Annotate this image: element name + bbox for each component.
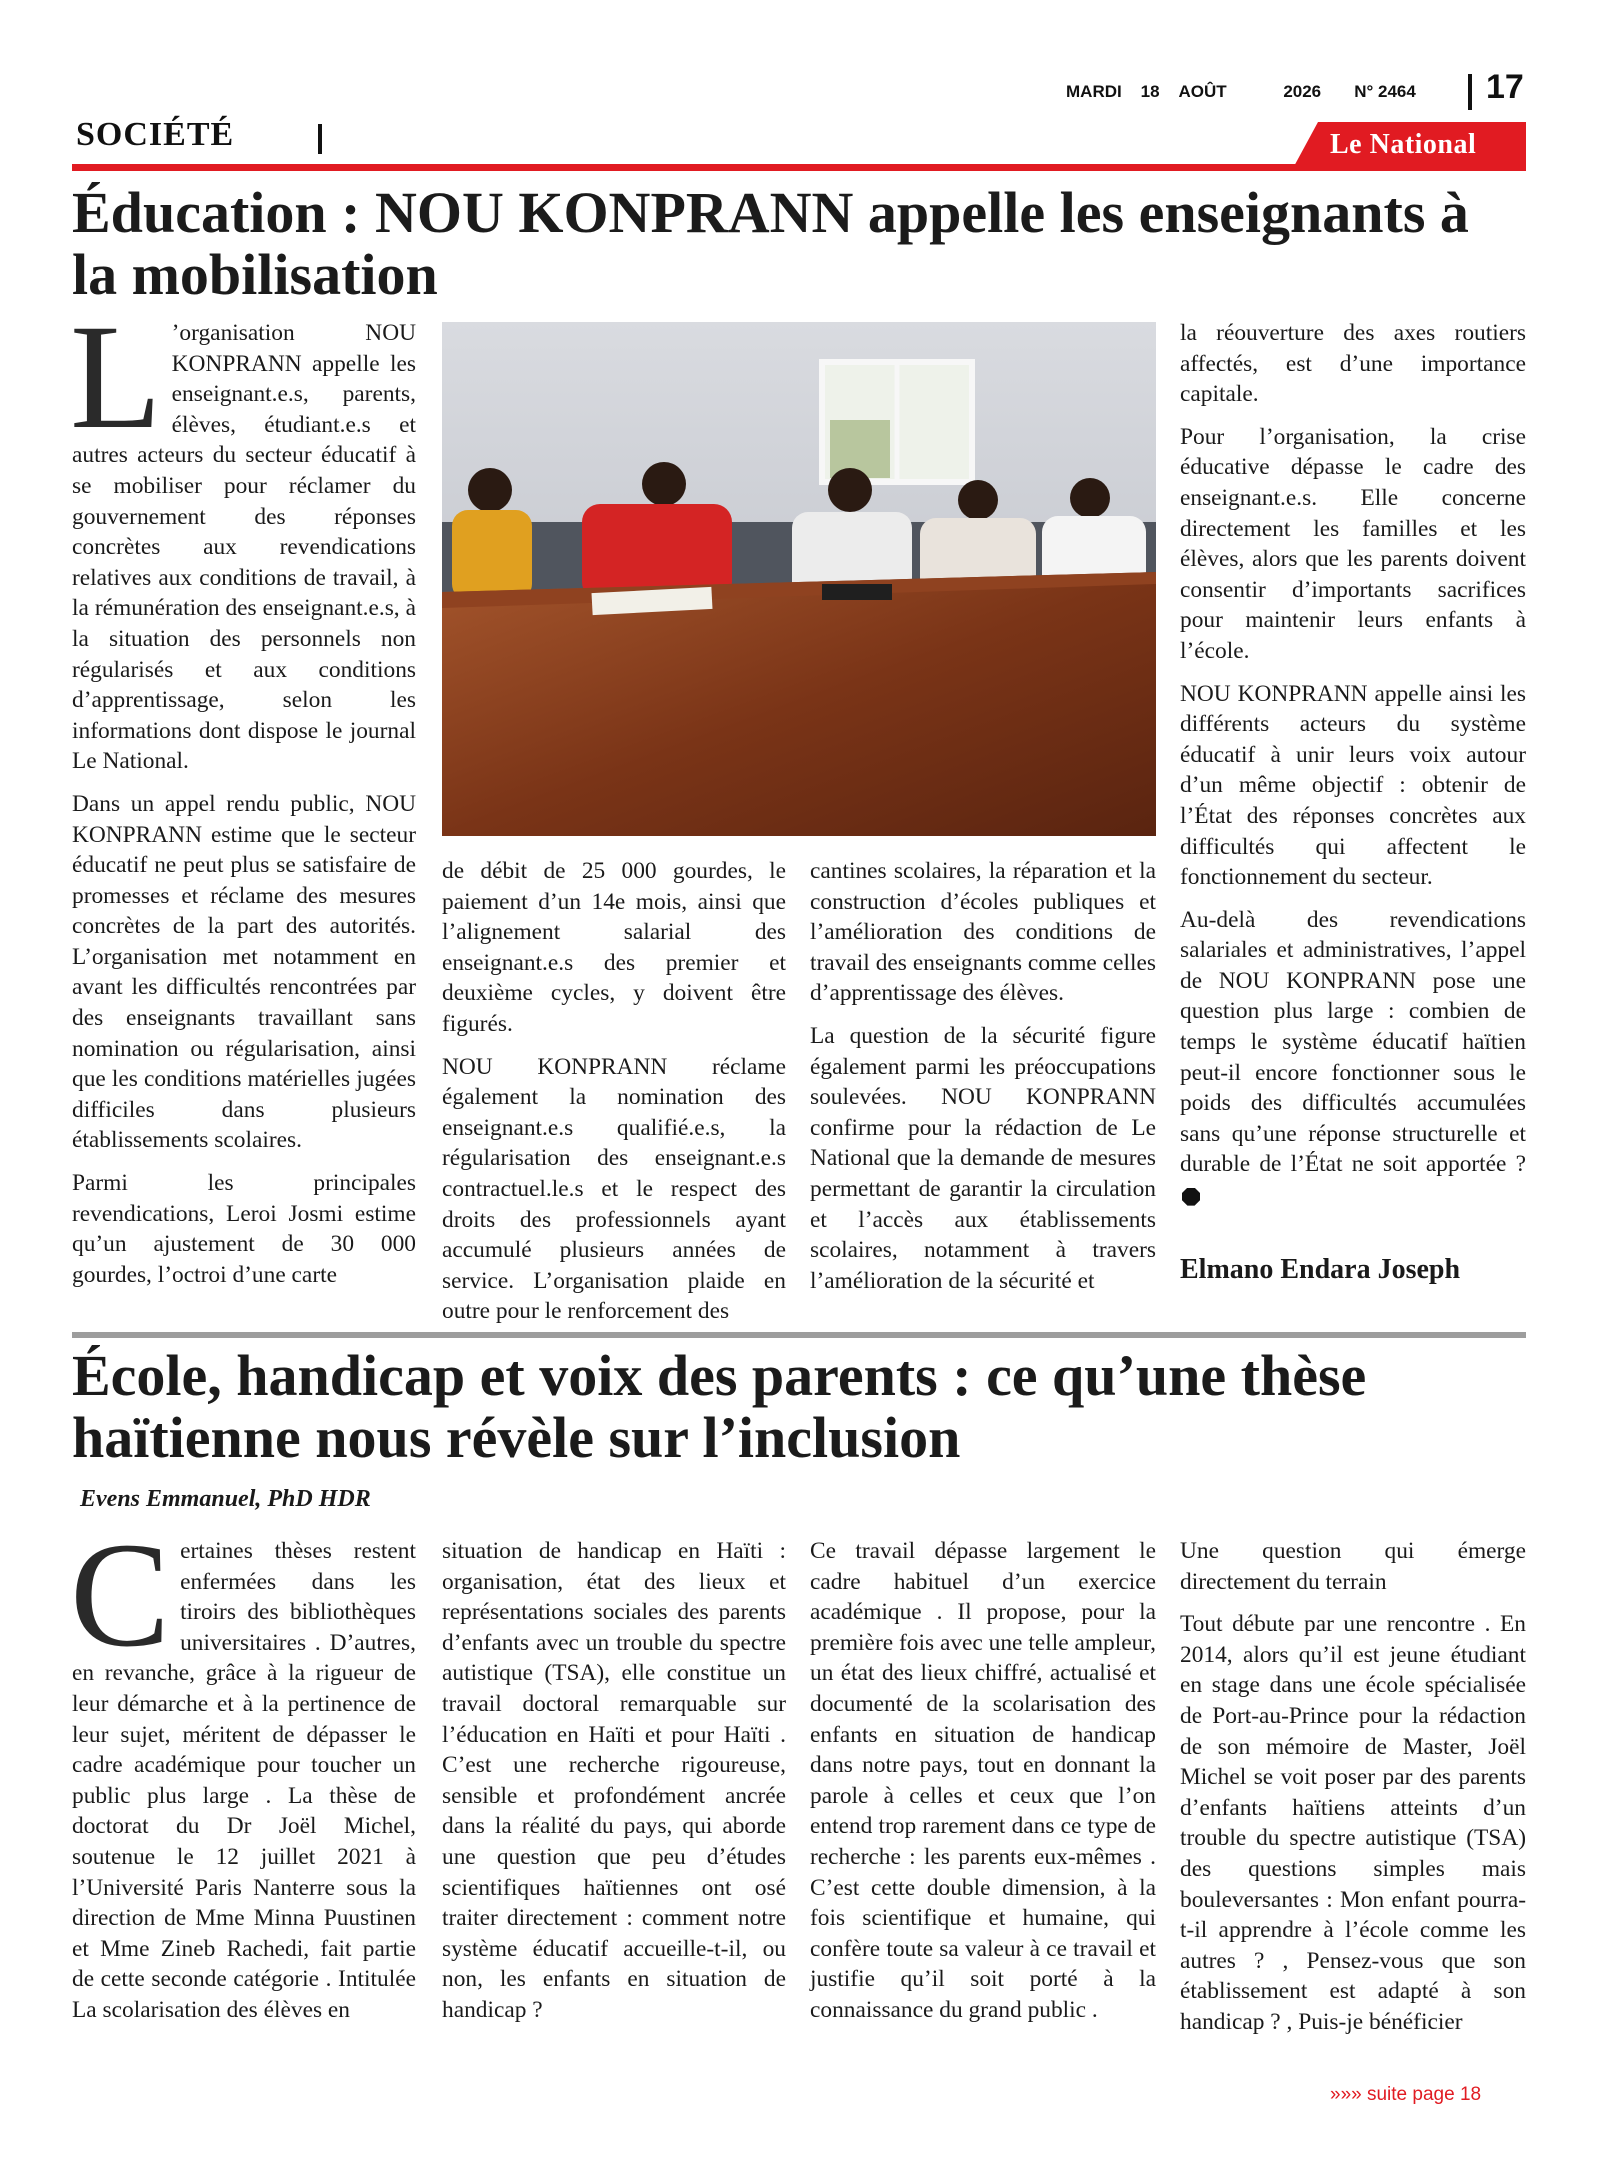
meeting-photo-illustration — [442, 322, 1156, 836]
article1-column-2 — [442, 856, 786, 1339]
article-divider — [72, 1332, 1526, 1338]
paragraph: la réouverture des axes routiers affectés, est d’une importance capitale. — [1180, 320, 1526, 408]
end-mark-icon — [1182, 1188, 1200, 1206]
article2-author: Evens Emmanuel, PhD HDR — [80, 1486, 371, 1512]
paragraph: Dans un appel rendu public, NOU KONPRANN estime que le secteur éducatif ne peut plus se satisfaire de promesses et réclame des mesures concrètes de la part des autorités. L’organisation met notamment en avant les difficultés rencontrées par des enseignants travaillant sans nomination ou régularisation, ainsi que les conditions matérielles jugées difficiles dans plusieurs établissements scolaires. — [72, 790, 416, 1154]
meeting-photo — [442, 322, 1156, 836]
paragraph: Pour l’organisation, la crise éducative dépasse le cadre des enseignant.e.s. Elle concerne directement les familles et les élèves, alors que les parents doivent consentir d’importants sacrifices pour maintenir leurs enfants à l’école. — [1180, 423, 1526, 664]
month: AOÛT — [1178, 82, 1227, 101]
article2-column-4 — [1180, 1536, 1526, 2050]
article1-column-3 — [810, 856, 1156, 1308]
article2-column-2 — [442, 1536, 786, 2038]
drop-cap: L — [70, 294, 162, 460]
paragraph: de débit de 25 000 gourdes, le paiement d’un 14e mois, ainsi que l’alignement salarial des enseignant.e.s des premier et deuxième cycles, y doivent être figurés. — [442, 858, 786, 1037]
day-number: 18 — [1140, 82, 1160, 101]
article2-column-3 — [810, 1536, 1156, 2038]
article1-column-1 — [70, 294, 416, 1302]
weekday: MARDI — [1066, 82, 1122, 101]
section-separator — [318, 124, 322, 154]
article1-headline: Éducation : NOU KONPRANN appelle les enseignants à la mobilisation — [72, 180, 1469, 307]
page-number: 17 — [1486, 68, 1524, 106]
year: 2026 — [1283, 82, 1322, 101]
header-rule — [72, 164, 1526, 171]
header-separator — [1468, 74, 1472, 110]
issue-number: N° 2464 — [1354, 82, 1416, 101]
article2-column-1 — [70, 1512, 416, 2038]
paragraph: Tout débute par une rencontre . En 2014, alors qu’il est jeune étudiant en stage dans une école spécialisée de Port-au-Prince pour la rédaction de son mémoire de Master, Joël Michel se voit poser par des parents d’enfants haïtiens atteints d’un trouble du spectre autistique (TSA) des questions simples mais bouleversantes : Mon enfant pourra-t-il apprendre à l’école comme les autres ? , Pensez-vous que son établissement est adapté à son handicap ? , Puis-je bénéficier — [1180, 1611, 1526, 2035]
brand-name: Le National — [1330, 129, 1477, 160]
paragraph: ertaines thèses restent enfermées dans les tiroirs des bibliothèques universitaires . D’autres, en revanche, grâce à la rigueur de leur démarche et à la pertinence de leur sujet, méritent de dépasser le cadre académique pour toucher un public plus large . La thèse de doctorat du Dr Joël Michel, soutenue le 12 juillet 2021 à l’Université Paris Nanterre sous la direction de Mme Minna Puustinen et Mme Zineb Rachedi, fait partie de cette seconde catégorie . Intitulée La scolarisation des élèves en — [72, 1538, 416, 2023]
paragraph: NOU KONPRANN appelle ainsi les différents acteurs du système éducatif à unir leurs voix autour d’un même objectif : obtenir de l’État des réponses concrètes aux difficultés qui affectent le fonctionnement du secteur. — [1180, 680, 1526, 891]
paragraph: cantines scolaires, la réparation et la construction d’écoles publiques et l’amélioration des conditions de travail des enseignants comme celles d’apprentissage des élèves. — [810, 858, 1156, 1007]
drop-cap: C — [70, 1512, 171, 1678]
section-title: SOCIÉTÉ — [76, 116, 235, 153]
paragraph: Au-delà des revendications salariales et administratives, l’appel de NOU KONPRANN pose une question plus large : combien de temps le système éducatif haïtien peut-il encore fonctionner sous le poids des difficultés accumulées sans qu’une réponse structurelle et durable de l’État ne soit apportée ? — [1180, 906, 1526, 1178]
paragraph: NOU KONPRANN réclame également la nomination des enseignant.e.s qualifié.e.s, la régularisation des enseignant.e.s contractuel.le.s et le respect des droits des professionnels ayant accumulé plusieurs années de service. L’organisation plaide en outre pour le renforcement des — [442, 1053, 786, 1325]
date-line — [1066, 82, 1416, 102]
paragraph: Parmi les principales revendications, Leroi Josmi estime qu’un ajustement de 30 000 gourdes, l’octroi d’une carte — [72, 1170, 416, 1288]
subheading: Une question qui émerge directement du terrain — [1180, 1538, 1526, 1595]
article1-byline: Elmano Endara Joseph — [1180, 1254, 1461, 1285]
paragraph: ’organisation NOU KONPRANN appelle les enseignant.e.s, parents, élèves, étudiant.e.s et autres acteurs du secteur éducatif à se mobiliser pour réclamer du gouvernement des réponses concrètes aux revendications relatives aux conditions de travail, à la rémunération des enseignant.e.s, à la situation des personnels non régularisés et aux conditions d’apprentissage, selon les informations dont dispose le journal Le National. — [72, 320, 416, 775]
continued-link[interactable]: »»» suite page 18 — [1330, 2084, 1482, 2105]
paragraph: La question de la sécurité figure également parmi les préoccupations soulevées. NOU KONPRANN confirme pour la rédaction de Le National que la demande de mesures permettant de garantir la circulation et l’accès aux établissements scolaires, notamment à travers l’amélioration de la sécurité et — [810, 1022, 1156, 1294]
paragraph: situation de handicap en Haïti : organisation, état des lieux et représentations sociales des parents d’enfants avec un trouble du spectre autistique (TSA), elle constitue un travail doctoral remarquable sur l’éducation en Haïti et pour Haïti . C’est une recherche rigoureuse, sensible et profondément ancrée dans la réalité du pays, qui aborde une question que peu d’études scientifiques haïtiennes ont osé traiter directement : comment notre système éducatif accueille-t-il, ou non, les enfants en situation de handicap ? — [442, 1538, 786, 2023]
article2-headline: École, handicap et voix des parents : ce qu’une thèse haïtienne nous révèle sur l’inclusion — [72, 1343, 1367, 1470]
paragraph: Ce travail dépasse largement le cadre habituel d’un exercice académique . Il propose, pour la première fois avec une telle ampleur, un état des lieux chiffré, actualisé et documenté de la scolarisation des enfants en situation de handicap dans notre pays, tout en donnant la parole à celles et ceux que l’on entend trop rarement dans ce type de recherche : les parents eux-mêmes . C’est cette double dimension, à la fois scientifique et humaine, qui confère toute sa valeur à ce travail et justifie qu’il soit porté à la connaissance du grand public . — [810, 1538, 1156, 2023]
article1-column-4 — [1180, 318, 1526, 1223]
